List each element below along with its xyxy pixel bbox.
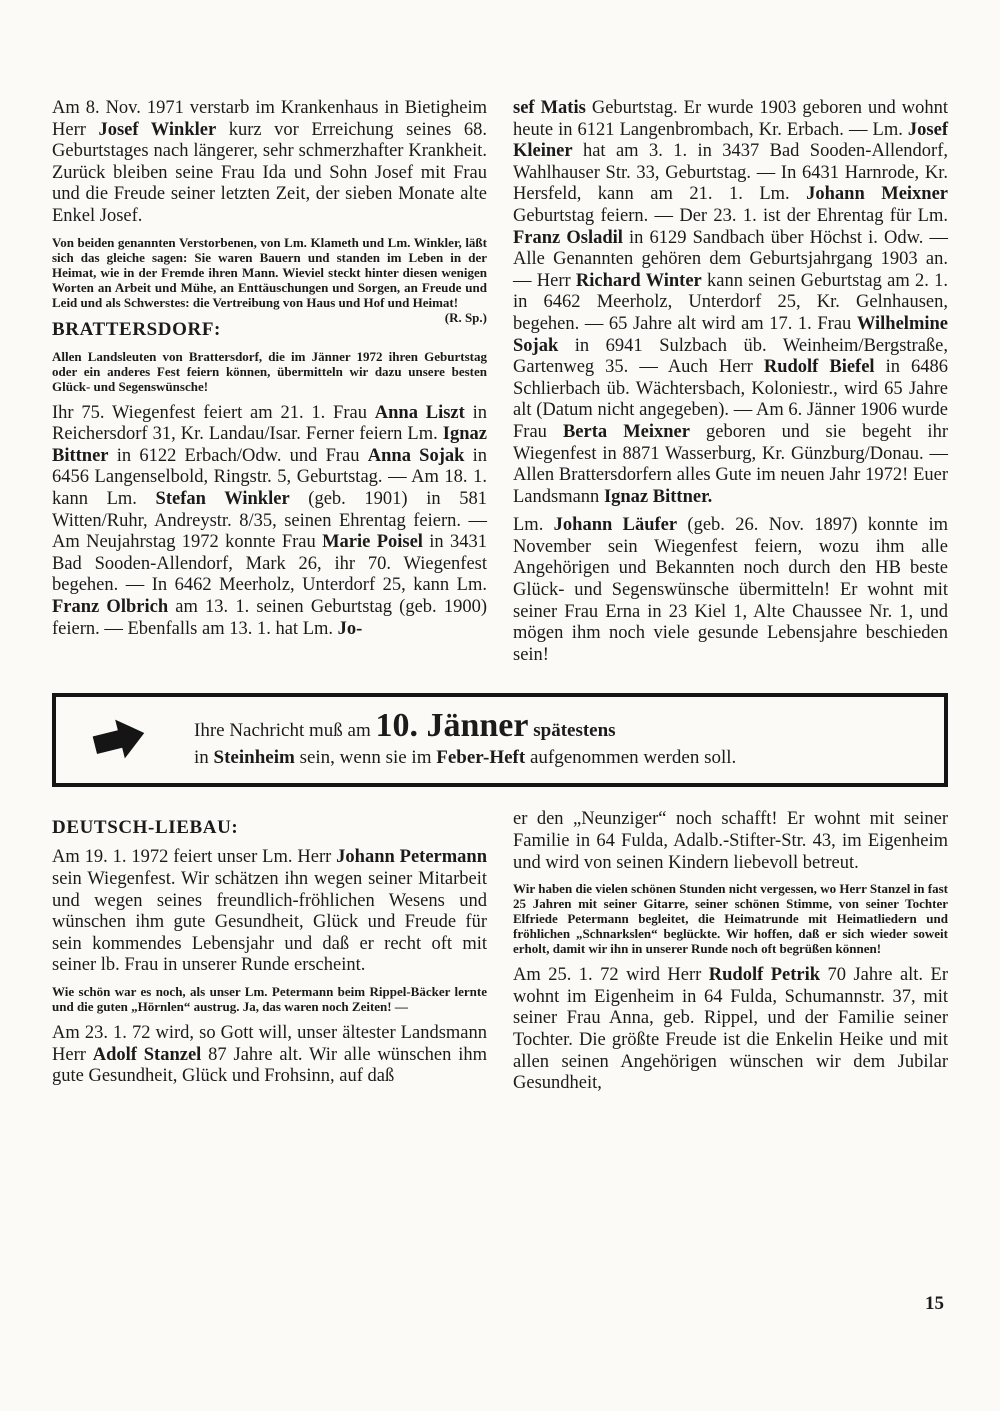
- text-run: geboren und sie begeht ihr Wiegenfest in 8871 Wasserburg, Kr. Günzburg/Donau. — Allen Brattersdorfern alles Gute im neuen Jahr 1972! Euer Landsmann: [513, 421, 948, 507]
- text-run: Geburtstag feiern. — Der 23. 1. ist der Ehrentag für Lm.: [513, 205, 948, 226]
- bold-name-text: sef Matis: [513, 98, 586, 118]
- text-run: (geb. 26. Nov. 1897) konnte im November sein Wiegenfest feiern, wozu ihm alle Angehörigen und Bekannten noch durch den HB beste Glück- und Segenswünsche übermitteln! Er wohnt mit seiner Frau Erna in 23 Kiel 1, Alte Chaussee Nr. 1, und mögen ihm noch viele gesunde Lebensjahre beschieden sein!: [513, 515, 949, 665]
- bold-name-text: 10. Jänner: [375, 707, 529, 745]
- bold-name-text: Rudolf Petrik: [708, 965, 821, 986]
- section-heading-deutsch-liebau: DEUTSCH-LIEBAU:: [52, 817, 239, 839]
- text-run: er den „Neunziger“ noch schafft! Er wohnt mit seiner Familie in 64 Fulda, Adalb.-Stifter-Str. 43, im Eigenheim und wird von seinen Kindern liebevoll betreut.: [513, 809, 948, 873]
- bold-name-text: Berta Meixner: [562, 421, 690, 442]
- bold-name-text: Josef Winkler: [98, 119, 217, 140]
- section-heading-brattersdorf: BRATTERSDORF:: [52, 318, 221, 340]
- text-run: kurz vor Erreichung seines 68. Geburtstages nach längerer, sehr schmerzhafter Krankheit. Zurück bleiben seine Frau Ida und Sohn Josef mit Frau und die Freude seiner letzten Zeit, der sieben Monate alte Enkel Josef.: [52, 119, 487, 226]
- text-run: sein Wiegenfest. Wir schätzen ihn wegen seiner Mitarbeit und wegen seines freundlich-fröhlichen Wesens und wünschen ihm gute Gesundheit, Glück und Freude für sein kommendes Lebensjahr und daß er recht oft mit seiner lb. Frau in unserer Runde erscheint.: [52, 869, 487, 976]
- text-run: Am 8. Nov. 1971 verstarb im Krankenhaus in Bietigheim Herr: [52, 98, 487, 140]
- text-run: Wir haben die vielen schönen Stunden nicht vergessen, wo Herr Stanzel in fast 25 Jahren mit seiner Gitarre, seiner schönen Stimme, von seiner Tochter Elfriede Petermann begleitet, die Heimatrunde mit Heimatliedern und fröhlichen „Schnarkslen“ beglückte. Wir hoffen, daß er sich wieder soweit erholt, damit wir ihn in unserer Runde noch oft begrüßen können!: [513, 881, 948, 957]
- bold-name-text: Franz Osladil: [513, 227, 623, 248]
- text-run: in 6122 Erbach/Odw. und Frau: [108, 445, 368, 466]
- text-run: in 3431 Bad Sooden-Allendorf, Mark 26, ihr 70. Wiegenfest begehen. — In 6462 Meerholz, Unterdorf 25, kann Lm.: [52, 532, 487, 596]
- bottom-section: [52, 809, 948, 1101]
- bold-name-text: Stefan Winkler: [155, 488, 290, 509]
- bold-name-text: Marie Poisel: [322, 532, 423, 553]
- text-run: Am 25. 1. 72 wird Herr: [513, 965, 709, 986]
- bold-name-text: Johann Meixner: [806, 184, 949, 205]
- bottom-right-column: [513, 809, 948, 1101]
- top-right-column: [513, 98, 948, 673]
- bold-name-text: Franz Olbrich: [52, 596, 169, 617]
- banner-line-1: [194, 709, 920, 743]
- page-number: 15: [925, 1293, 944, 1314]
- text-run: in Reichersdorf 31, Kr. Landau/Isar. Ferner feiern Lm.: [52, 402, 487, 445]
- top-section: [52, 98, 948, 673]
- text-run: in 6486 Schlierbach üb. Wächtersbach, Koloniestr., wird 65 Jahre alt (Datum nicht angegeben). — Am 6. Jänner 1906 wurde Frau: [513, 357, 948, 442]
- birthday-news-continued-paragraph: [513, 98, 948, 508]
- text-run: 87 Jahre alt. Wir alle wünschen ihm gute Gesundheit, Glück und Frohsinn, auf daß: [52, 1044, 487, 1087]
- bold-name-text: Wilhelmine Sojak: [513, 313, 948, 356]
- bold-name-text: Steinheim: [213, 747, 295, 769]
- text-run: Ihr 75. Wiegenfest feiert am 21. 1. Frau: [52, 402, 375, 423]
- stanzel-continued-paragraph: [513, 809, 948, 874]
- petrik-paragraph: [513, 965, 948, 1095]
- text-run: Allen Landsleuten von Brattersdorf, die im Jänner 1972 ihren Geburtstag oder ein anderes Fest feiern können, übermitteln wir dazu unsere besten Glück- und Segenswünsche!: [52, 348, 487, 394]
- stanzel-note: [513, 881, 948, 956]
- text-run: aufgenommen werden soll.: [525, 747, 737, 769]
- laeufer-paragraph: [513, 515, 948, 666]
- stanzel-paragraph: [52, 1023, 487, 1088]
- obituary-paragraph: [52, 98, 487, 228]
- bold-name-text: Jo-: [337, 618, 363, 639]
- birthday-news-paragraph: [52, 403, 487, 641]
- text-run: in 6456 Langenselbold, Ringstr. 5, Geburtstag. — Am 18. 1. kann Lm.: [52, 445, 487, 509]
- text-run: Lm.: [513, 515, 554, 536]
- petermann-note: [52, 984, 487, 1014]
- bold-name-text: Anna Sojak: [367, 445, 465, 466]
- text-run: Ihre Nachricht muß am: [194, 720, 376, 742]
- banner-text: [194, 709, 920, 769]
- banner-line-2: [194, 747, 920, 769]
- text-run: in 6129 Sandbach über Höchst i. Odw. — Alle Genannten gehören dem Geburtsjahrgang 1903 an. — Herr: [513, 227, 948, 291]
- text-run: Am 23. 1. 72 wird, so Gott will, unser ältester Landsmann Herr: [52, 1023, 487, 1065]
- top-left-column: [52, 98, 487, 673]
- greetings-note: [52, 349, 487, 394]
- signature-text: (R. Sp.): [444, 309, 487, 325]
- bold-name-text: spätestens: [528, 720, 616, 742]
- bold-name-text: Adolf Stanzel: [92, 1044, 202, 1065]
- text-run: Von beiden genannten Verstorbenen, von Lm. Klameth und Lm. Winkler, läßt sich das gleiche sagen: Sie waren Bauern und standen im Leben in der Heimat, wie in der Fremde ihren Mann. Wieviel steckt hinter diesen wenigen Worten an Arbeit und Mühe, an Enttäuschungen und Sorgen, an Freude und Leid und als Schwerstes: die Vertreibung von Haus und Hof und Heimat!: [52, 234, 487, 310]
- text-run: Wie schön war es noch, als unser Lm. Petermann beim Rippel-Bäcker lernte und die guten „Hörnlen“ austrug. Ja, das waren noch Zeiten! —: [52, 984, 487, 1014]
- text-run: in 6941 Sulzbach üb. Weinheim/Bergstraße, Gartenweg 35. — Auch Herr: [513, 335, 948, 378]
- bold-name-text: Anna Liszt: [374, 402, 465, 423]
- bold-name-text: Rudolf Biefel: [763, 357, 875, 378]
- text-run: (geb. 1901) in 581 Witten/Ruhr, Andreystr. 8/35, seinen Ehrentag feiern. — Am Neujahrstag 1972 konnte Frau: [52, 488, 487, 553]
- text-run: in: [194, 747, 214, 769]
- bottom-left-column: [52, 809, 487, 1101]
- deadline-notice-banner: [52, 693, 948, 787]
- bold-name-text: Feber-Heft: [436, 747, 526, 769]
- text-run: sein, wenn sie im: [294, 747, 437, 769]
- bold-name-text: Josef Kleiner: [513, 119, 948, 162]
- text-run: hat am 3. 1. in 3437 Bad Sooden-Allendorf, Wahlhauser Str. 33, Geburtstag. — In 6431 Harnrode, Kr. Hersfeld, kann am 21. 1. Lm.: [513, 141, 948, 205]
- petermann-paragraph: [52, 847, 487, 977]
- bold-name-text: Richard Winter: [575, 270, 702, 291]
- bold-name-text: Johann Läufer: [553, 515, 678, 536]
- text-run: Am 19. 1. 1972 feiert unser Lm. Herr: [52, 847, 337, 868]
- editorial-note: [52, 234, 487, 325]
- text-run: 70 Jahre alt. Er wohnt im Eigenheim in 64 Fulda, Schumannstr. 37, mit seiner Frau Anna, geb. Rippel, und der Familie seiner Tochter. Die größte Freude ist die Enkelin Heike und mit allen seinen Angehörigen wünschen wir dem Jubilar Gesundheit,: [513, 965, 948, 1094]
- bold-name-text: Ignaz Bittner.: [603, 486, 713, 507]
- text-run: kann seinen Geburtstag am 2. 1. in 6462 Meerholz, Unterdorf 25, Kr. Gelnhausen, begehen. — 65 Jahre alt wird am 17. 1. Frau: [513, 270, 948, 334]
- text-run: am 13. 1. seinen Geburtstag (geb. 1900) feiern. — Ebenfalls am 13. 1. hat Lm.: [52, 596, 487, 639]
- bold-name-text: Ignaz Bittner: [52, 424, 487, 466]
- bold-name-text: Johann Petermann: [336, 847, 487, 868]
- arrow-right-icon: [94, 715, 146, 763]
- text-run: Geburtstag. Er wurde 1903 geboren und wohnt heute in 6121 Langenbrombach, Kr. Erbach. — Lm.: [513, 98, 948, 140]
